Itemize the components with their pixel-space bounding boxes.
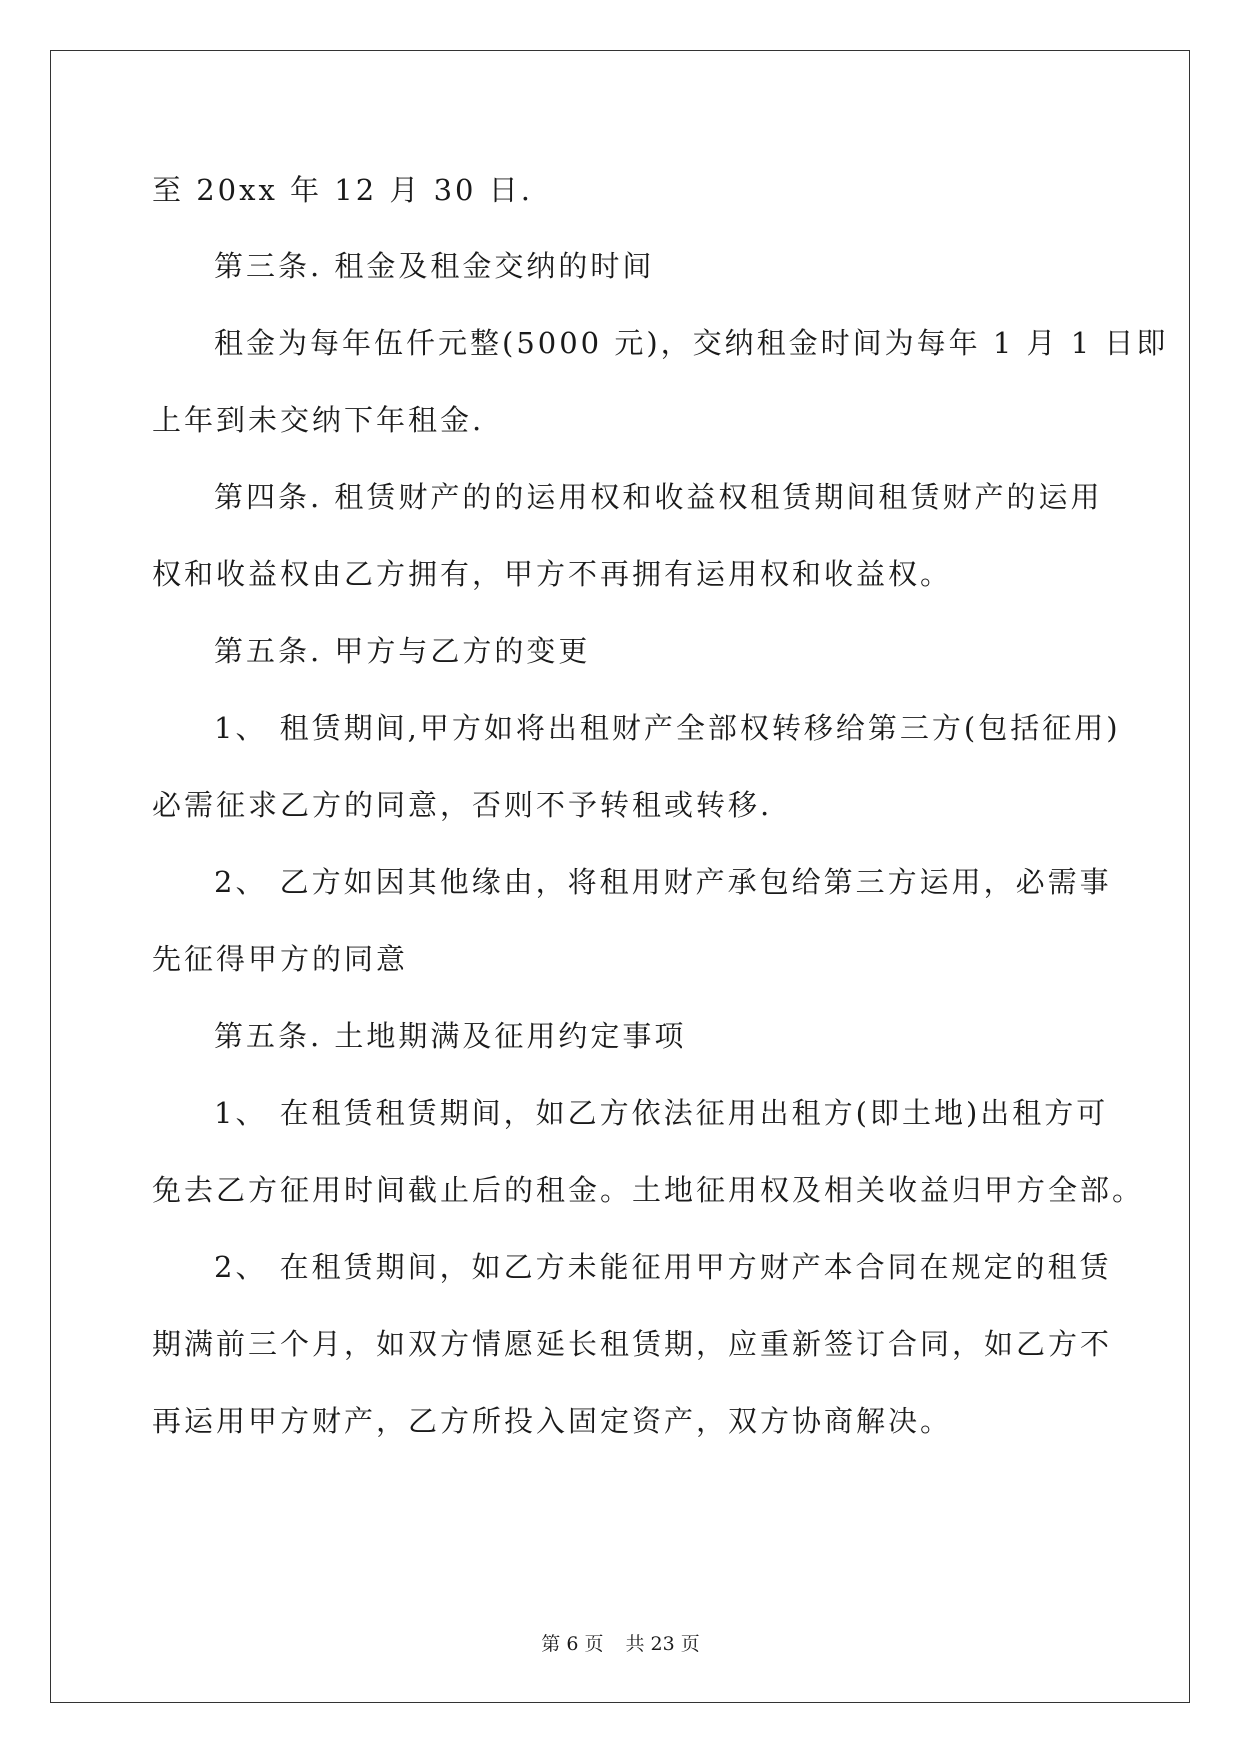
text-line: 必需征求乙方的同意，否则不予转租或转移.	[152, 788, 773, 822]
text-line: 免去乙方征用时间截止后的租金。土地征用权及相关收益归甲方全部。	[152, 1173, 1145, 1207]
text-line: 先征得甲方的同意	[152, 942, 409, 976]
page-total: 共 23 页	[625, 1633, 700, 1655]
text-line: 租金为每年伍仟元整(5000 元)，交纳租金时间为每年 1 月 1 日即	[214, 326, 1169, 360]
text-line: 再运用甲方财产，乙方所投入固定资产，双方协商解决。	[152, 1404, 953, 1438]
section-heading: 第三条. 租金及租金交纳的时间	[214, 249, 655, 283]
text-line: 至 20xx 年 12 月 30 日.	[152, 173, 533, 207]
text-line: 权和收益权由乙方拥有，甲方不再拥有运用权和收益权。	[152, 557, 953, 591]
text-line: 上年到未交纳下年租金.	[152, 403, 485, 437]
text-line: 1、 在租赁租赁期间，如乙方依法征用出租方(即土地)出租方可	[214, 1096, 1109, 1130]
text-line: 2、 乙方如因其他缘由，将租用财产承包给第三方运用，必需事	[214, 865, 1112, 899]
section-heading: 第四条. 租赁财产的的运用权和收益权租赁期间租赁财产的运用	[214, 480, 1103, 514]
section-heading: 第五条. 甲方与乙方的变更	[214, 634, 591, 668]
page-footer	[0, 1631, 1241, 1657]
section-heading: 第五条. 土地期满及征用约定事项	[214, 1019, 687, 1053]
text-line: 期满前三个月，如双方情愿延长租赁期，应重新签订合同，如乙方不	[152, 1327, 1113, 1361]
page-number: 第 6 页	[541, 1633, 604, 1655]
text-line: 2、 在租赁期间，如乙方未能征用甲方财产本合同在规定的租赁	[214, 1250, 1112, 1284]
text-line: 1、 租赁期间,甲方如将出租财产全部权转移给第三方(包括征用)	[214, 711, 1121, 745]
